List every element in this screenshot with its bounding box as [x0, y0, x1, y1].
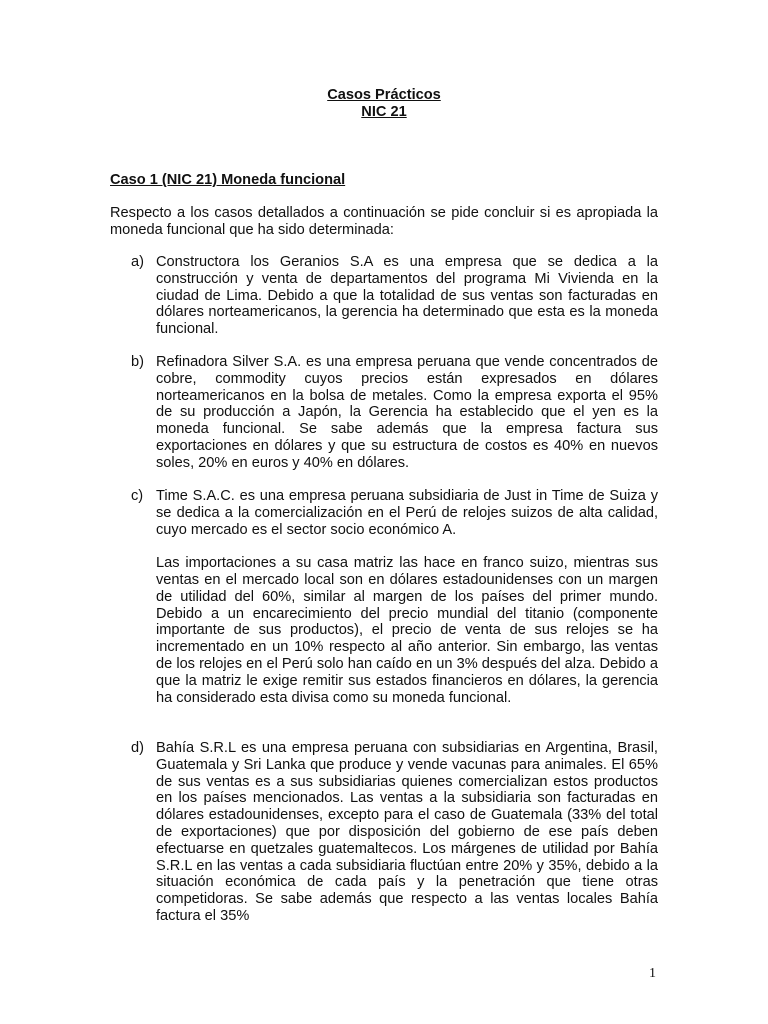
list-item-body: [156, 740, 658, 925]
intro-paragraph: Respecto a los casos detallados a continuación se pide concluir si es apropiada la moneda funcional que ha sido determinada:: [110, 205, 658, 238]
list-marker: a): [131, 254, 144, 270]
paragraph: Time S.A.C. es una empresa peruana subsidiaria de Just in Time de Suiza y se dedica a la comercialización en el Perú de relojes suizos de alta calidad, cuyo mercado es el sector socio económico A.: [156, 488, 658, 538]
list-marker: c): [131, 488, 144, 504]
section-heading: Caso 1 (NIC 21) Moneda funcional: [110, 172, 346, 188]
paragraph: Las importaciones a su casa matriz las hace en franco suizo, mientras sus ventas en el mercado local son en dólares estadounidenses con un margen de utilidad del 60%, similar al margen de los países del primer mundo. Debido a un encarecimiento del precio mundial del titanio (componente importante de sus productos), el precio de venta de sus relojes se ha incrementado en un 10% respecto al año anterior. Sin embargo, las ventas de los relojes en el Perú solo han caído en un 3% después del alza. Debido a que la matriz le exige remitir sus estados financieros en dólares, la gerencia ha considerado esta divisa como su moneda funcional.: [156, 555, 658, 706]
paragraph: Refinadora Silver S.A. es una empresa peruana que vende concentrados de cobre, commodity cuyos precios están expresados en dólares norteamericanos en la bolsa de metales. Como la empresa exporta el 95% de su producción a Japón, la Gerencia ha establecido que el yen es la moneda funcional. Se sabe además que la empresa factura sus exportaciones en dólares y que su estructura de costos es 40% en nuevos soles, 20% en euros y 40% en dólares.: [156, 354, 658, 471]
list-item-b: [131, 354, 658, 472]
list-item-d: [131, 740, 658, 925]
page-number: 1: [649, 966, 656, 981]
list-item-body: [156, 488, 658, 706]
list-marker: b): [131, 354, 144, 370]
list-marker: d): [131, 740, 144, 756]
list-item-c: [131, 488, 658, 706]
paragraph: Constructora los Geranios S.A es una empresa que se dedica a la construcción y venta de departamentos del programa Mi Vivienda en la ciudad de Lima. Debido a que la totalidad de sus ventas son facturadas en dólares norteamericanos, la gerencia ha determinado que esta es la moneda funcional.: [156, 254, 658, 338]
paragraph: Bahía S.R.L es una empresa peruana con subsidiarias en Argentina, Brasil, Guatemala y Sri Lanka que produce y vende vacunas para animales. El 65% de sus ventas es a sus subsidiarias quienes comercializan estos productos en los países mencionados. Las ventas a la subsidiaria son facturadas en dólares estadounidenses, excepto para el caso de Guatemala (33% del total de exportaciones) que por disposición del gobierno de ese país deben efectuarse en quetzales guatemaltecos. Los márgenes de utilidad por Bahía S.R.L en las ventas a cada subsidiaria fluctúan entre 20% y 35%, debido a la situación económica de cada país y la penetración que tiene otras competidoras. Se sabe además que respecto a las ventas locales Bahía factura el 35%: [156, 740, 658, 924]
document-title: Casos Prácticos: [327, 87, 441, 103]
list-item-body: [156, 254, 658, 338]
document-subtitle: NIC 21: [361, 104, 407, 120]
list-item-a: [131, 254, 658, 338]
list-item-body: [156, 354, 658, 472]
